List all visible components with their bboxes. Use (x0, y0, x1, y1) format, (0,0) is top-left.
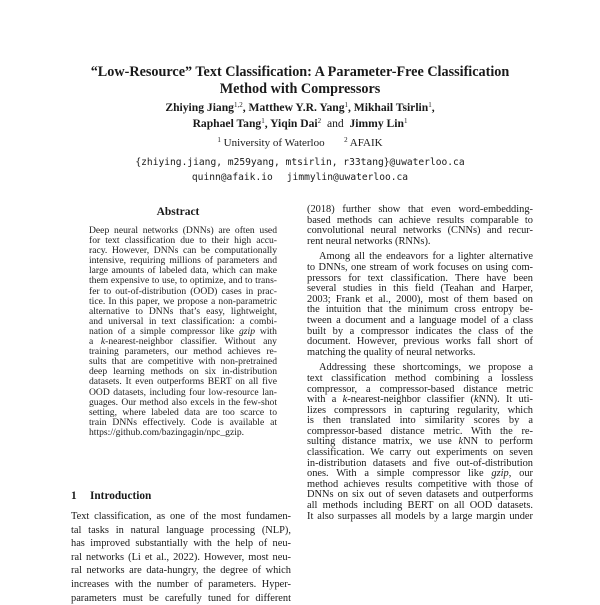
body-line: in-distribution datasets and five out-of-distribution (307, 457, 533, 469)
author: Zhiying Jiang (165, 101, 234, 114)
intro-line: ral networks are data-hungry, the degree of which (71, 565, 291, 577)
author-affiliation-mark: 1 (344, 101, 348, 109)
author: Matthew Y.R. Yang (248, 101, 345, 114)
author-affiliation-mark: 1,2 (233, 101, 243, 109)
intro-line: tal tasks in natural language processing (NLP), (71, 524, 291, 536)
abstract-line: large amounts of labeled data, which can make (89, 265, 277, 277)
author-and: and (326, 117, 344, 130)
intro-line: increases with the number of parameters. Hyper- (71, 578, 291, 590)
author: Raphael Tang (192, 117, 262, 130)
abstract-line: guages. Our method also excels in the few-shot (89, 396, 277, 408)
emphasis-k: k (342, 394, 348, 406)
body-line: It also surpasses all models by a large margin under (307, 510, 533, 522)
introduction-body (71, 510, 291, 605)
text: , our (508, 468, 533, 480)
abstract-heading: Abstract (156, 206, 200, 218)
author-affiliation-mark: 1 (403, 117, 408, 125)
abstract-body (89, 226, 277, 438)
body-line: tween a document and a language model of a class (307, 314, 533, 326)
abstract-line: OOD datasets, including four low-resource lan- (89, 386, 277, 398)
abstract-line: datasets. It even outperforms BERT on all five (89, 376, 277, 388)
section-heading-introduction (71, 489, 151, 503)
emphasis-gzip: gzip (491, 468, 509, 480)
section-title: Introduction (90, 490, 152, 502)
email: quinn@afaik.io (191, 172, 273, 183)
author-row (20, 116, 580, 132)
author-affiliation-mark: 2 (317, 117, 322, 125)
body-line: document. However, previous works fall short of (307, 336, 533, 348)
text: -nearest-neighbor classifier. Without any (105, 336, 277, 348)
abstract-line: and universal in text classification: a combi- (89, 315, 277, 327)
affiliation: AFAIK (349, 137, 383, 149)
author-affiliation-mark: 1 (261, 117, 265, 125)
text: with a (307, 394, 343, 406)
abstract-line: sults that are competitive with non-pretrained (89, 356, 277, 368)
body-line: lizes compressors in capturing regularity, which (307, 404, 533, 416)
abstract-line: for text classification due to their high accu- (89, 235, 277, 247)
body-line: the intuition that the minimum cross entropy be- (307, 304, 533, 316)
author: Mikhail Tsirlin (353, 101, 429, 114)
body-line: based methods can achieve results comparable to (307, 214, 533, 226)
body-line: built by a compressor indicates the class of the (307, 325, 533, 337)
body-line: Addressing these shortcomings, we propose a (319, 362, 533, 374)
title-line-2: Method with Compressors (219, 81, 381, 97)
body-line: convolutional neural networks (CNNs) and recur- (307, 225, 533, 237)
affiliation-mark: 2 (344, 136, 348, 144)
author-emails (20, 155, 580, 185)
paper-title (20, 64, 580, 98)
text: NN). It uti- (478, 394, 533, 406)
author-affiliation-mark: 1 (428, 101, 432, 109)
text: sulting distance matrix, we use (307, 436, 459, 448)
body-line: Among all the endeavors for a lighter alternative (319, 251, 533, 263)
intro-line: Text classification, as one of the most fundamen- (71, 511, 291, 522)
text: -nearest-neighbor classifier ( (347, 394, 474, 406)
abstract-line: setting, where labeled data are too scarce to (89, 406, 277, 418)
affiliation: University of Waterloo (223, 137, 325, 149)
abstract-line: tice. In this paper, we propose a non-parametric (89, 295, 277, 307)
author-row (20, 100, 580, 116)
intro-line: parameters must be carefully tuned for different (71, 592, 291, 604)
body-line: rent neural networks (RNNs). (307, 235, 431, 247)
intro-line: ral networks (Li et al., 2022). However, most neu- (71, 551, 291, 563)
email: jimmylin@uwaterloo.ca (286, 172, 409, 183)
body-line: compressor, a compressor-based distance metric (307, 383, 533, 395)
text: ones. With a simple compressor like (307, 468, 492, 480)
author-separator: , (242, 101, 249, 114)
affiliations (20, 136, 580, 150)
body-line: method achieves results competitive with those of (307, 478, 533, 490)
emphasis-gzip: gzip (239, 325, 255, 337)
author: Jimmy Lin (349, 117, 404, 130)
text: with (255, 325, 277, 337)
affiliation-mark: 1 (217, 136, 221, 144)
body-line: compressor-based distance metric. With the re- (307, 425, 533, 437)
body-line: classification. We carry out experiments on seven (307, 447, 533, 459)
section-number: 1 (71, 490, 77, 502)
text: NN to perform (463, 436, 533, 448)
right-column-body (307, 205, 533, 522)
abstract-line: train DNNs effectively. Code is available at (89, 416, 277, 428)
code-link[interactable]: https://github.com/bazingagin/npc_gzip. (89, 426, 245, 438)
body-line: pressors for text classification. There have been (307, 272, 533, 284)
author: Yiqin Dai (270, 117, 318, 130)
body-line: to DNNs, one stream of work focuses on using com- (307, 261, 533, 273)
body-line: (2018) further show that even word-embedding- (307, 204, 533, 215)
author-separator: , (348, 101, 354, 114)
emphasis-k: k (474, 394, 479, 406)
abstract-line: alternative to DNNs that’s easy, lightweight, (89, 305, 277, 317)
emphasis-k: k (458, 436, 464, 448)
abstract-line: them expensive to use, to optimize, and to trans- (89, 275, 277, 287)
abstract-line: intensive, requiring millions of parameters and (89, 255, 277, 267)
body-line: matching the quality of neural networks. (307, 346, 476, 358)
author-list (20, 100, 580, 132)
body-line: 2003; Frank et al., 2000), most of them based on (307, 293, 533, 305)
abstract-line: Deep neural networks (DNNs) are often used (89, 225, 277, 236)
body-line: all methods including BERT on all OOD datasets. (307, 500, 533, 512)
body-line: DNNs on six out of seven datasets and outperforms (307, 489, 533, 501)
body-line: several studies in this field (Teahan and Harper, (307, 283, 533, 295)
intro-line: has improved substantially with the help of neu- (71, 538, 291, 550)
abstract-line: racy. However, DNNs can be computationally (89, 245, 277, 257)
abstract-line: training parameters, our method achieves re- (89, 346, 277, 358)
email-row (20, 170, 580, 185)
author-separator: , (264, 117, 271, 130)
title-line-1: “Low-Resource” Text Classification: A Parameter-Free Classification (90, 64, 510, 80)
abstract-line: fer to out-of-distribution (OOD) cases in prac- (89, 285, 277, 297)
emphasis-k: k (100, 336, 106, 348)
body-line: text classification method combining a lossless (307, 372, 533, 384)
body-line: is then translated into similarity scores by a (307, 415, 533, 427)
email-line: {zhiying.jiang, m259yang, mtsirlin, r33tang}@uwaterloo.ca (135, 157, 465, 168)
text: nation of a simple compressor like (89, 325, 239, 337)
abstract-line: deep learning methods on six in-distribution (89, 366, 277, 378)
author-separator: , (431, 101, 435, 114)
text: a (89, 336, 101, 348)
